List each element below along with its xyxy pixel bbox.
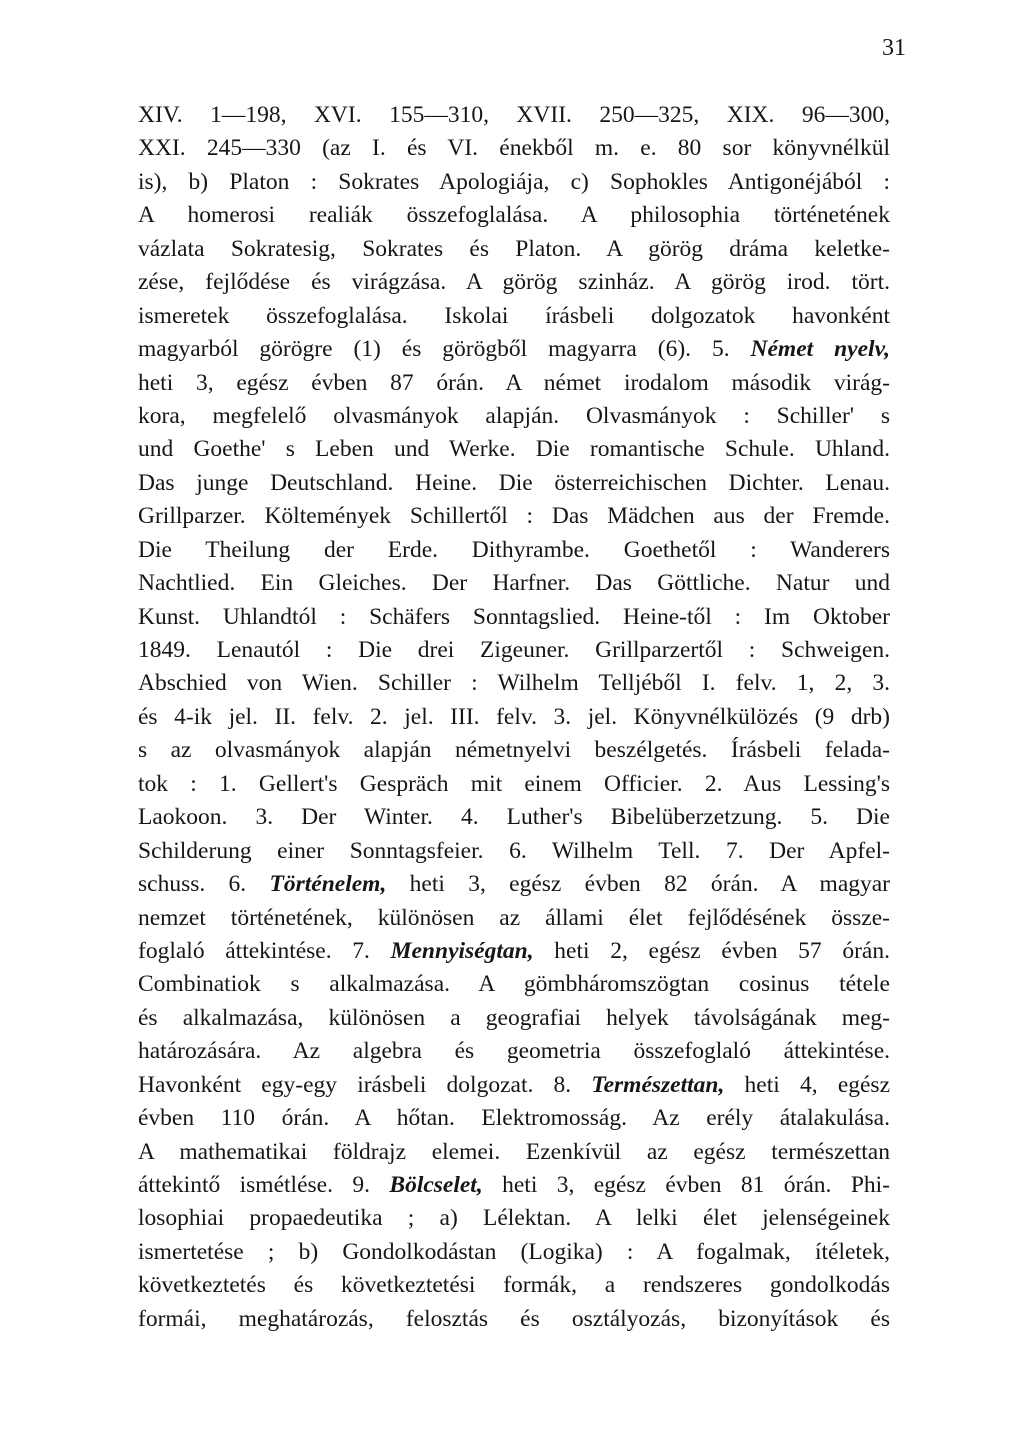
text-line: tok : 1. Gellert's Gespräch mit einem Officier. 2. Aus Lessing's <box>138 770 890 797</box>
text-line: Combinatiok s alkalmazása. A gömbháromszögtan cosinus tétele <box>138 971 890 998</box>
text-run: heti 2, egész évben 57 órán. <box>533 937 890 964</box>
subject-heading-mennyisegtan: Mennyiségtan, <box>390 937 534 964</box>
text-line: heti 3, egész évben 87 órán. A német irodalom második virág- <box>138 369 890 396</box>
text-line: s az olvasmányok alapján németnyelvi beszélgetés. Írásbeli felada- <box>138 737 890 764</box>
text-run: foglaló áttekintése. 7. <box>138 937 370 964</box>
text-line: Nachtlied. Ein Gleiches. Der Harfner. Das Göttliche. Natur und <box>138 570 890 597</box>
text-line <box>138 1069 890 1102</box>
text-line: következtetés és következtetési formák, a rendszeres gondolkodás <box>138 1272 890 1299</box>
text-line: évben 110 órán. A hőtan. Elektromosság. Az erély átalakulása. <box>138 1105 890 1132</box>
text-line: und Goethe' s Leben und Werke. Die romantische Schule. Uhland. <box>138 436 890 463</box>
text-run: áttekintő ismétlése. 9. <box>138 1172 370 1198</box>
text-line: formái, meghatározás, felosztás és osztályozás, bizonyítások és <box>138 1305 890 1332</box>
text-run: Havonként egy-egy irásbeli dolgozat. 8. <box>138 1071 572 1098</box>
text-line: is), b) Platon : Sokrates Apologiája, c) Sophokles Antigonéjából : <box>138 168 890 195</box>
text-line: XIV. 1—198, XVI. 155—310, XVII. 250—325, XIX. 96—300, <box>138 102 890 128</box>
text-line: vázlata Sokratesig, Sokrates és Platon. A görög dráma keletke- <box>138 235 890 262</box>
text-line: és 4-ik jel. II. felv. 2. jel. III. felv. 3. jel. Könyvnélkülözés (9 drb) <box>138 703 890 730</box>
text-run: magyarból görögre (1) és görögből magyarra (6). 5. <box>138 336 730 363</box>
text-line: Abschied von Wien. Schiller : Wilhelm Telljéből I. felv. 1, 2, 3. <box>138 670 890 697</box>
text-line: Grillparzer. Költemények Schillertől : Das Mädchen aus der Fremde. <box>138 503 890 530</box>
text-line: losophiai propaedeutika ; a) Lélektan. A lelki élet jelenségeinek <box>138 1205 890 1232</box>
text-line: A homerosi realiák összefoglalása. A philosophia történetének <box>138 202 890 229</box>
text-run: heti 3, egész évben 81 órán. Phi- <box>482 1172 890 1198</box>
text-line: 1849. Lenautól : Die drei Zigeuner. Grillparzertől : Schweigen. <box>138 637 890 663</box>
text-line: A mathematikai földrajz elemei. Ezenkívül az egész természettan <box>138 1138 890 1165</box>
text-line <box>138 1169 890 1202</box>
text-line: Das junge Deutschland. Heine. Die österreichischen Dichter. Lenau. <box>138 469 890 496</box>
text-line <box>138 868 890 901</box>
text-line <box>138 333 890 366</box>
body-text <box>138 99 890 1336</box>
text-line: és alkalmazása, különösen a geografiai helyek távolságának meg- <box>138 1004 890 1031</box>
text-line: kora, megfelelő olvasmányok alapján. Olvasmányok : Schiller' s <box>138 402 890 429</box>
subject-heading-nemet-nyelv: Német nyelv, <box>750 336 890 363</box>
text-line <box>138 935 890 968</box>
text-line: Kunst. Uhlandtól : Schäfers Sonntagslied. Heine-től : Im Oktober <box>138 603 890 630</box>
text-line: Schilderung einer Sonntagsfeier. 6. Wilhelm Tell. 7. Der Apfel- <box>138 837 890 864</box>
subject-heading-termeszettan: Természettan, <box>591 1071 725 1098</box>
subject-heading-tortenelem: Történelem, <box>269 871 387 898</box>
text-line: ismeretek összefoglalása. Iskolai írásbeli dolgozatok havonként <box>138 302 890 329</box>
text-line: Die Theilung der Erde. Dithyrambe. Goethetől : Wanderers <box>138 536 890 563</box>
text-line: Laokoon. 3. Der Winter. 4. Luther's Bibelüberzetzung. 5. Die <box>138 804 890 831</box>
text-line: zése, fejlődése és virágzása. A görög szinház. A görög irod. tört. <box>138 269 890 296</box>
text-line: határozására. Az algebra és geometria összefoglaló áttekintése. <box>138 1038 890 1065</box>
text-line: ismertetése ; b) Gondolkodástan (Logika) : A fogalmak, ítéletek, <box>138 1238 890 1265</box>
text-line: XXI. 245—330 (az I. és VI. énekből m. e. 80 sor könyvnélkül <box>138 135 890 162</box>
text-run: schuss. 6. <box>138 871 247 898</box>
page-number: 31 <box>882 35 906 61</box>
subject-heading-bolcselet: Bölcselet, <box>389 1172 483 1198</box>
text-line: nemzet történetének, különösen az állami élet fejlődésének össze- <box>138 904 890 931</box>
text-run: heti 3, egész évben 82 órán. A magyar <box>386 871 891 898</box>
text-run: heti 4, egész <box>724 1071 891 1098</box>
